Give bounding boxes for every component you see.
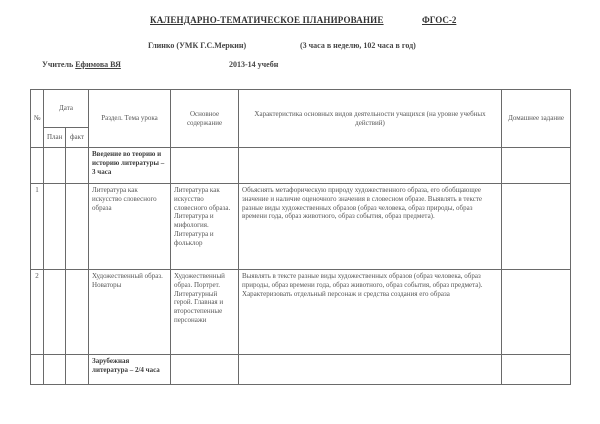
teacher-line (42, 60, 121, 69)
table-row (31, 355, 571, 385)
col-activities: Характеристика основных видов деятельности учащихся (на уровне учебных действий) (239, 90, 502, 148)
textbook-line: Глинко (УМК Г.С.Меркин) (148, 41, 247, 50)
row-date-plan (44, 270, 66, 355)
row-topic: Зарубежная литература – 2/4 часа (89, 355, 171, 385)
table-row (31, 184, 571, 270)
row-date-fact (66, 148, 89, 184)
col-date: Дата (44, 90, 89, 128)
hours-line: (3 часа в неделю, 102 часа в год) (300, 41, 416, 50)
row-activities: Выявлять в тексте разные виды художественных образов (образ человека, образ природы, образ времени года, образ животного, образ события, образ предмета). Характеризовать отдельный персонаж и средства создания его образа (239, 270, 502, 355)
teacher-name: Ефимова ВЯ (75, 60, 121, 69)
row-date-plan (44, 184, 66, 270)
col-topic: Раздел. Тема урока (89, 90, 171, 148)
row-activities (239, 148, 502, 184)
standard-label: ФГОС-2 (422, 15, 457, 25)
row-homework (502, 355, 571, 385)
row-topic: Введение во теорию и историю литературы – 3 часа (89, 148, 171, 184)
row-homework (502, 270, 571, 355)
row-number: 1 (31, 184, 44, 270)
row-number (31, 148, 44, 184)
row-activities: Объяснять метафорическую природу художественного образа, его обобщающее значение и наличие оценочного значения в словесном образе. Выявлять в тексте разные виды художественных образов (образ человека, образ природы, образ времени года, образ животного, образ события, образ предмета). (239, 184, 502, 270)
table-row (31, 148, 571, 184)
col-content: Основное содержание (171, 90, 239, 148)
row-content: Художественный образ. Портрет. Литературный герой. Главная и второстепенные персонажи (171, 270, 239, 355)
col-homework: Домашнее задание (502, 90, 571, 148)
row-content (171, 355, 239, 385)
row-date-fact (66, 270, 89, 355)
teacher-label: Учитель (42, 60, 74, 69)
table-header-row (31, 90, 571, 128)
row-content: Литература как искусство словесного образа. Литература и мифология. Литература и фольклор (171, 184, 239, 270)
row-date-plan (44, 148, 66, 184)
row-number: 2 (31, 270, 44, 355)
row-topic: Литература как искусство словесного образа (89, 184, 171, 270)
academic-year: 2013-14 учебн (229, 60, 279, 69)
row-date-plan (44, 355, 66, 385)
row-date-fact (66, 184, 89, 270)
row-topic: Художественный образ. Новаторы (89, 270, 171, 355)
row-date-fact (66, 355, 89, 385)
row-homework (502, 148, 571, 184)
col-number: № (31, 90, 44, 148)
row-homework (502, 184, 571, 270)
row-number (31, 355, 44, 385)
table-row (31, 270, 571, 355)
row-activities (239, 355, 502, 385)
col-date-fact: факт (66, 128, 89, 148)
row-content (171, 148, 239, 184)
document-title: КАЛЕНДАРНО-ТЕМАТИЧЕСКОЕ ПЛАНИРОВАНИЕ (150, 15, 384, 25)
planning-table (30, 89, 571, 385)
col-date-plan: План (44, 128, 66, 148)
